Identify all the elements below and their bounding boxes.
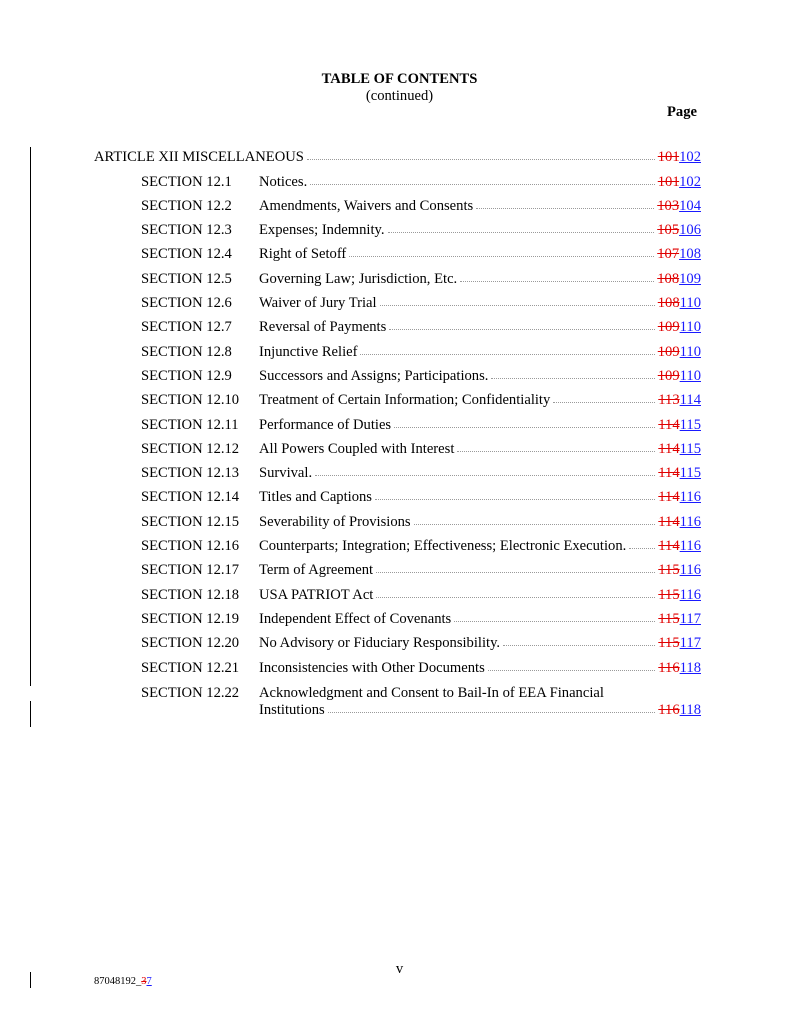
section-title: Severability of Provisions bbox=[259, 513, 411, 530]
deleted-page-number: 109 bbox=[657, 343, 680, 360]
section-title: Reversal of Payments bbox=[259, 319, 387, 336]
inserted-page-number: 116 bbox=[679, 586, 701, 603]
dot-leader bbox=[310, 183, 655, 185]
section-number: SECTION 12.17 bbox=[141, 562, 240, 579]
inserted-page-number: 110 bbox=[679, 295, 701, 311]
inserted-page-number: 110 bbox=[679, 367, 701, 384]
deleted-page-number: 114 bbox=[658, 513, 680, 530]
page-ref bbox=[658, 611, 701, 628]
inserted-page-number: 118 bbox=[679, 702, 701, 718]
dot-leader bbox=[388, 231, 655, 233]
section-number: SECTION 12.12 bbox=[141, 440, 240, 457]
deleted-page-number: 108 bbox=[657, 295, 680, 311]
inserted-page-number: 106 bbox=[679, 222, 701, 239]
inserted-page-number: 110 bbox=[679, 319, 701, 336]
inserted-page-number: 117 bbox=[679, 635, 701, 652]
inserted-page-number: 109 bbox=[679, 270, 701, 287]
section-number: SECTION 12.3 bbox=[141, 222, 232, 239]
section-number: SECTION 12.13 bbox=[141, 465, 240, 482]
toc-section-row[interactable] bbox=[0, 660, 799, 678]
toc-section-row[interactable] bbox=[0, 538, 799, 556]
page-ref bbox=[658, 538, 701, 555]
inserted-page-number: 114 bbox=[679, 392, 701, 409]
dot-leader bbox=[315, 474, 655, 476]
section-number: SECTION 12.15 bbox=[141, 513, 240, 530]
deleted-page-number: 116 bbox=[658, 659, 680, 676]
footer-page-number: v bbox=[395, 961, 404, 977]
inserted-page-number: 115 bbox=[679, 440, 701, 457]
section-number: SECTION 12.21 bbox=[141, 659, 240, 676]
page-subtitle: (continued) bbox=[365, 88, 434, 104]
dot-leader bbox=[454, 620, 655, 622]
section-title: USA PATRIOT Act bbox=[259, 586, 374, 603]
toc-section-row[interactable] bbox=[0, 417, 799, 435]
toc-section-row[interactable] bbox=[0, 319, 799, 337]
dot-leader bbox=[476, 207, 654, 209]
toc-section-row[interactable] bbox=[0, 344, 799, 362]
inserted-page-number: 117 bbox=[679, 610, 701, 627]
deleted-page-number: 115 bbox=[658, 562, 680, 579]
deleted-page-number: 114 bbox=[658, 416, 680, 433]
section-title: Counterparts; Integration; Effectiveness; Electronic Execution. bbox=[259, 538, 627, 554]
inserted-page-number: 116 bbox=[679, 562, 701, 579]
dot-leader bbox=[457, 450, 655, 452]
section-title: Injunctive Relief bbox=[259, 343, 358, 360]
deleted-page-number: 114 bbox=[658, 489, 680, 506]
inserted-page-number: 115 bbox=[679, 416, 701, 433]
inserted-page-number: 118 bbox=[679, 659, 701, 676]
deleted-page-number: 114 bbox=[658, 440, 680, 457]
dot-leader bbox=[629, 547, 655, 549]
section-title: Governing Law; Jurisdiction, Etc. bbox=[259, 270, 458, 287]
dot-leader bbox=[460, 280, 654, 282]
section-title: Term of Agreement bbox=[259, 562, 374, 579]
toc-section-row[interactable] bbox=[0, 295, 799, 313]
deleted-page-number: 108 bbox=[657, 270, 680, 287]
section-number: SECTION 12.8 bbox=[141, 343, 232, 360]
section-title: Treatment of Certain Information; Confidentiality bbox=[259, 392, 551, 409]
document-id bbox=[94, 976, 152, 988]
page-ref bbox=[658, 702, 701, 719]
page-ref bbox=[658, 417, 701, 434]
deleted-page-number: 101 bbox=[657, 173, 680, 190]
deleted-page-number: 115 bbox=[658, 610, 680, 627]
inserted-page-number: 102 bbox=[679, 173, 701, 190]
deleted-page-number: 115 bbox=[658, 635, 680, 652]
page-ref bbox=[657, 198, 701, 215]
page-ref bbox=[658, 295, 701, 312]
toc-section-row[interactable] bbox=[0, 465, 799, 483]
dot-leader bbox=[349, 255, 654, 257]
dot-leader bbox=[376, 596, 655, 598]
section-number: SECTION 12.9 bbox=[141, 367, 232, 384]
section-title: All Powers Coupled with Interest bbox=[259, 440, 455, 457]
dot-leader bbox=[491, 377, 654, 379]
page-ref bbox=[658, 174, 701, 191]
page-ref bbox=[658, 392, 701, 409]
section-number: SECTION 12.2 bbox=[141, 197, 232, 214]
section-number: SECTION 12.5 bbox=[141, 270, 232, 287]
section-number: SECTION 12.1 bbox=[141, 173, 232, 190]
dot-leader bbox=[389, 328, 654, 330]
section-number: SECTION 12.10 bbox=[141, 392, 240, 409]
toc-section-row[interactable] bbox=[0, 635, 799, 653]
page-ref bbox=[658, 465, 701, 482]
toc-section-row[interactable] bbox=[0, 271, 799, 289]
section-number: SECTION 12.19 bbox=[141, 610, 240, 627]
page-ref bbox=[658, 344, 701, 361]
page-column-label: Page bbox=[667, 104, 697, 120]
toc-section-row[interactable] bbox=[0, 562, 799, 580]
section-title: Right of Setoff bbox=[259, 246, 347, 263]
dot-leader bbox=[553, 401, 655, 403]
toc-section-row[interactable] bbox=[0, 441, 799, 459]
page-ref bbox=[658, 514, 701, 531]
section-number: SECTION 12.16 bbox=[141, 538, 240, 554]
section-number: SECTION 12.22 bbox=[141, 685, 240, 701]
inserted-page-number: 108 bbox=[679, 246, 701, 263]
section-title: Expenses; Indemnity. bbox=[259, 222, 385, 239]
page-ref bbox=[658, 319, 701, 336]
dot-leader bbox=[414, 523, 656, 525]
deleted-page-number: 109 bbox=[657, 367, 680, 384]
dot-leader bbox=[503, 644, 655, 646]
article-label: ARTICLE XII MISCELLANEOUS bbox=[94, 149, 304, 165]
deleted-page-number: 114 bbox=[658, 465, 680, 482]
section-number: SECTION 12.20 bbox=[141, 635, 240, 652]
deleted-page-number: 105 bbox=[657, 222, 680, 239]
section-number: SECTION 12.11 bbox=[141, 416, 239, 433]
toc-section-row[interactable] bbox=[0, 611, 799, 629]
section-title: Notices. bbox=[259, 173, 308, 190]
dot-leader bbox=[394, 426, 655, 428]
section-title-line1: Acknowledgment and Consent to Bail-In of EEA Financial bbox=[259, 685, 604, 701]
section-number: SECTION 12.18 bbox=[141, 586, 240, 603]
dot-leader bbox=[307, 158, 655, 160]
deleted-page-number: 103 bbox=[657, 197, 680, 214]
section-title: No Advisory or Fiduciary Responsibility. bbox=[259, 635, 501, 652]
toc-section-row[interactable] bbox=[0, 198, 799, 216]
dot-leader bbox=[328, 711, 656, 713]
page-ref bbox=[657, 271, 701, 288]
page-ref bbox=[658, 660, 701, 677]
section-title: Amendments, Waivers and Consents bbox=[259, 197, 474, 214]
document-number: 87048192_ bbox=[94, 976, 142, 987]
section-title: Independent Effect of Covenants bbox=[259, 610, 452, 627]
inserted-page-number: 110 bbox=[679, 343, 701, 360]
inserted-page-number: 102 bbox=[679, 149, 701, 165]
deleted-page-number: 107 bbox=[657, 246, 680, 263]
section-title: Survival. bbox=[259, 465, 313, 482]
section-title: Performance of Duties bbox=[259, 416, 392, 433]
page-ref bbox=[658, 149, 701, 166]
toc-section-row[interactable] bbox=[0, 222, 799, 240]
inserted-page-number: 116 bbox=[679, 538, 701, 554]
dot-leader bbox=[360, 353, 654, 355]
section-number: SECTION 12.6 bbox=[141, 295, 232, 311]
toc-article-row[interactable] bbox=[0, 149, 799, 167]
inserted-page-number: 116 bbox=[679, 513, 701, 530]
deleted-page-number: 101 bbox=[657, 149, 680, 165]
deleted-page-number: 109 bbox=[657, 319, 680, 336]
page-ref bbox=[658, 562, 701, 579]
section-title: Successors and Assigns; Participations. bbox=[259, 367, 489, 384]
section-title-line2: Institutions bbox=[259, 702, 325, 718]
section-number: SECTION 12.4 bbox=[141, 246, 232, 263]
dot-leader bbox=[488, 669, 656, 671]
toc-section-row[interactable] bbox=[0, 174, 799, 192]
deleted-page-number: 114 bbox=[658, 538, 680, 554]
deleted-page-number: 113 bbox=[658, 392, 680, 409]
section-title: Titles and Captions bbox=[259, 489, 372, 506]
toc-section-row[interactable] bbox=[0, 392, 799, 410]
dot-leader bbox=[380, 304, 655, 306]
deleted-version: 3 bbox=[141, 976, 147, 987]
dot-leader bbox=[375, 498, 655, 500]
section-number: SECTION 12.14 bbox=[141, 489, 240, 506]
page-ref bbox=[658, 368, 701, 385]
page-ref bbox=[658, 587, 701, 604]
toc-section-row[interactable] bbox=[0, 587, 799, 605]
page-title: TABLE OF CONTENTS bbox=[321, 71, 478, 87]
toc-section-row[interactable] bbox=[0, 514, 799, 532]
inserted-page-number: 116 bbox=[679, 489, 701, 506]
page-ref bbox=[657, 222, 701, 239]
toc-section-row[interactable] bbox=[0, 685, 799, 721]
toc-section-row[interactable] bbox=[0, 368, 799, 386]
page-ref bbox=[658, 489, 701, 506]
section-number: SECTION 12.7 bbox=[141, 319, 232, 336]
section-title: Inconsistencies with Other Documents bbox=[259, 659, 485, 676]
deleted-page-number: 115 bbox=[658, 586, 680, 603]
page-ref bbox=[658, 441, 701, 458]
inserted-page-number: 104 bbox=[679, 197, 701, 214]
toc-section-row[interactable] bbox=[0, 489, 799, 507]
page-ref bbox=[658, 635, 701, 652]
page-ref bbox=[657, 246, 701, 263]
inserted-page-number: 115 bbox=[679, 465, 701, 482]
dot-leader bbox=[376, 571, 655, 573]
toc-section-row[interactable] bbox=[0, 246, 799, 264]
section-title: Waiver of Jury Trial bbox=[259, 295, 377, 311]
deleted-page-number: 116 bbox=[658, 702, 680, 718]
inserted-version: 7 bbox=[146, 976, 152, 987]
